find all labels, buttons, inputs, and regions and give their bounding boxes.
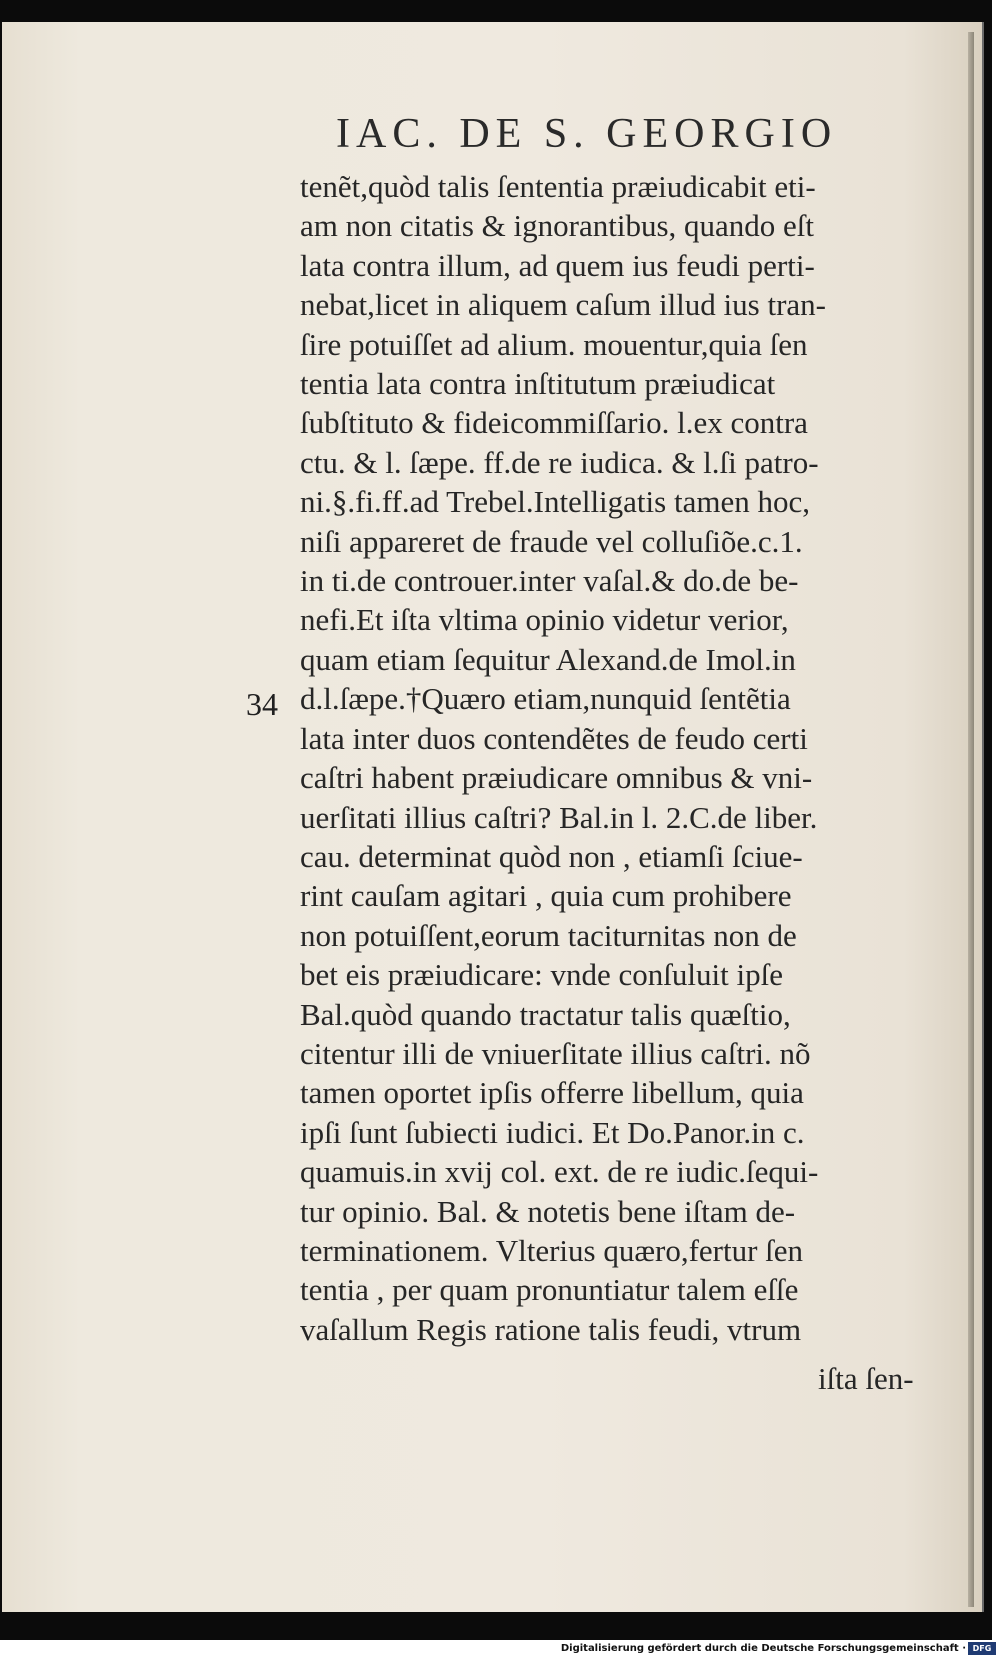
text-line: nefi.Et iſta vltima opinio videtur verior, [300,602,789,638]
text-block [300,167,940,1349]
text-line: non potuiſſent,eorum taciturnitas non de [300,917,797,953]
text-line: citentur illi de vniuerſitate illius caſtri. nõ [300,1035,811,1071]
text-line: terminationem. Vlterius quæro,fertur ſen [300,1232,804,1268]
marginal-number: 34 [246,686,278,722]
dfg-logo: DFG [968,1642,996,1655]
text-line: niſi appareret de fraude vel colluſiõe.c.1. [300,523,803,559]
text-line: quamuis.in xvij col. ext. de re iudic.ſequi- [300,1154,819,1190]
text-line: bet eis præiudicare: vnde conſuluit ipſe [300,957,783,993]
text-line: quam etiam ſequitur Alexand.de Imol.in [300,641,796,677]
text-line: ni.§.fi.ff.ad Trebel.Intelligatis tamen hoc, [300,484,810,520]
text-line: tentia lata contra inſtitutum præiudicat [300,366,776,402]
text-line: vaſallum Regis ratione talis feudi, vtrum [300,1311,802,1347]
running-header: IAC. DE S. GEORGIO [336,111,838,157]
text-line: cau. determinat quòd non , etiamſi ſciue- [300,838,803,874]
text-line: rint cauſam agitari , quia cum prohibere [300,878,792,914]
text-line: in ti.de controuer.inter vaſal.& do.de be- [300,563,799,599]
text-line: lata contra illum, ad quem ius feudi perti- [300,247,815,283]
text-line: d.l.ſæpe.†Quæro etiam,nunquid ſentẽtia [300,681,791,717]
text-line: ſire potuiſſet ad alium. mouentur,quia ſen [300,326,808,362]
text-line: ctu. & l. ſæpe. ff.de re iudica. & l.ſi patro- [300,444,819,480]
text-line: uerſitati illius caſtri? Bal.in l. 2.C.de liber. [300,799,818,835]
funding-credit: Digitalisierung gefördert durch die Deutsche Forschungsgemeinschaft · [560,1643,966,1654]
text-line: ipſi ſunt ſubiecti iudici. Et Do.Panor.in c. [300,1114,805,1150]
text-line: lata inter duos contendẽtes de feudo certi [300,720,808,756]
text-line: am non citatis & ignorantibus, quando eſt [300,208,814,244]
text-line: nebat,licet in aliquem caſum illud ius tran- [300,287,826,323]
text-line: ſubſtituto & fideicommiſſario. l.ex contra [300,405,808,441]
text-line: caſtri habent præiudicare omnibus & vni- [300,760,813,796]
page-edge [968,32,974,1607]
text-line: tentia , per quam pronuntiatur talem eſſe [300,1272,799,1308]
text-line: tamen oportet ipſis offerre libellum, quia [300,1075,804,1111]
text-line: tur opinio. Bal. & notetis bene iſtam de- [300,1193,796,1229]
text-line: tenẽt,quòd talis ſententia præiudicabit eti- [300,169,816,204]
text-line: Bal.quòd quando tractatur talis quæſtio, [300,996,791,1032]
catchword: iſta ſen- [818,1361,914,1396]
